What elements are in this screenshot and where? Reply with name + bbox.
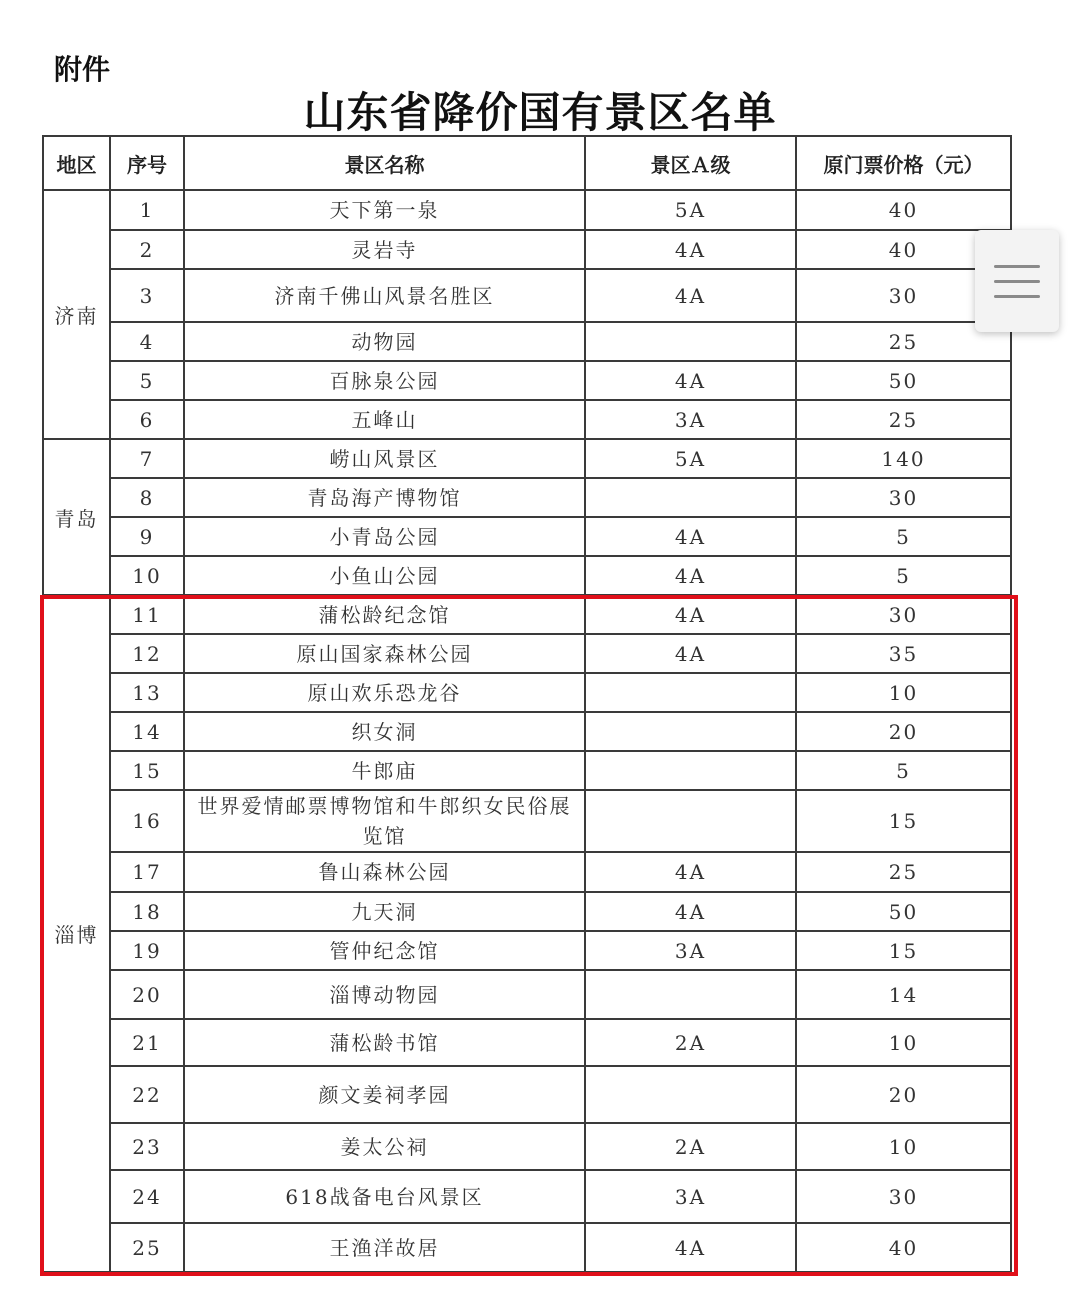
scenic-area-table: [42, 135, 1012, 1273]
number-cell: 25: [110, 1223, 184, 1272]
number-cell: 6: [110, 400, 184, 439]
header-region: 地区: [43, 136, 110, 190]
table-row: [43, 595, 1011, 634]
number-cell: 21: [110, 1019, 184, 1066]
scenic-name-cell: 颜文姜祠孝园: [184, 1066, 585, 1123]
scenic-name-cell: 动物园: [184, 322, 585, 361]
table-row: [43, 712, 1011, 751]
a-level-cell: 4A: [585, 517, 796, 556]
table-row: [43, 892, 1011, 931]
scenic-name-cell: 蒲松龄书馆: [184, 1019, 585, 1066]
a-level-cell: 4A: [585, 556, 796, 595]
a-level-cell: [585, 970, 796, 1019]
number-cell: 14: [110, 712, 184, 751]
scenic-name-cell: 管仲纪念馆: [184, 931, 585, 970]
table-row: [43, 230, 1011, 269]
price-cell: 50: [796, 892, 1011, 931]
price-cell: 15: [796, 790, 1011, 852]
number-cell: 12: [110, 634, 184, 673]
a-level-cell: [585, 478, 796, 517]
number-cell: 24: [110, 1170, 184, 1223]
table-row: [43, 322, 1011, 361]
price-cell: 30: [796, 478, 1011, 517]
a-level-cell: 4A: [585, 269, 796, 322]
scenic-name-cell: 百脉泉公园: [184, 361, 585, 400]
price-cell: 50: [796, 361, 1011, 400]
number-cell: 13: [110, 673, 184, 712]
table-row: [43, 970, 1011, 1019]
a-level-cell: 4A: [585, 634, 796, 673]
page-title: 山东省降价国有景区名单: [303, 88, 777, 137]
a-level-cell: [585, 673, 796, 712]
number-cell: 9: [110, 517, 184, 556]
a-level-cell: 4A: [585, 361, 796, 400]
scenic-name-cell: 618战备电台风景区: [184, 1170, 585, 1223]
table-row: [43, 439, 1011, 478]
menu-icon-bar: [994, 280, 1040, 283]
number-cell: 22: [110, 1066, 184, 1123]
scenic-name-cell: 天下第一泉: [184, 190, 585, 230]
region-cell: 济南: [43, 190, 110, 439]
number-cell: 19: [110, 931, 184, 970]
table-body: [43, 190, 1011, 1272]
scenic-name-cell: 崂山风景区: [184, 439, 585, 478]
price-cell: 140: [796, 439, 1011, 478]
price-cell: 5: [796, 751, 1011, 790]
scenic-name-cell: 淄博动物园: [184, 970, 585, 1019]
table-row: [43, 1123, 1011, 1170]
scenic-name-cell: 鲁山森林公园: [184, 852, 585, 892]
price-cell: 30: [796, 269, 1011, 322]
price-cell: 15: [796, 931, 1011, 970]
number-cell: 7: [110, 439, 184, 478]
price-cell: 20: [796, 1066, 1011, 1123]
price-cell: 14: [796, 970, 1011, 1019]
scenic-name-cell: 姜太公祠: [184, 1123, 585, 1170]
number-cell: 10: [110, 556, 184, 595]
table-row: [43, 634, 1011, 673]
menu-icon: [994, 265, 1040, 268]
attachment-label: 附件: [54, 53, 111, 86]
a-level-cell: [585, 790, 796, 852]
scenic-name-cell: 原山欢乐恐龙谷: [184, 673, 585, 712]
table-row: [43, 190, 1011, 230]
number-cell: 16: [110, 790, 184, 852]
a-level-cell: 5A: [585, 439, 796, 478]
table-row: [43, 673, 1011, 712]
header-number: 序号: [110, 136, 184, 190]
a-level-cell: [585, 322, 796, 361]
menu-icon-bar: [994, 295, 1040, 298]
table-row: [43, 1066, 1011, 1123]
a-level-cell: 2A: [585, 1123, 796, 1170]
number-cell: 18: [110, 892, 184, 931]
table-row: [43, 751, 1011, 790]
region-cell: 青岛: [43, 439, 110, 595]
number-cell: 5: [110, 361, 184, 400]
a-level-cell: 3A: [585, 400, 796, 439]
number-cell: 17: [110, 852, 184, 892]
number-cell: 20: [110, 970, 184, 1019]
price-cell: 25: [796, 400, 1011, 439]
number-cell: 4: [110, 322, 184, 361]
a-level-cell: 3A: [585, 931, 796, 970]
header-price: 原门票价格（元）: [796, 136, 1011, 190]
a-level-cell: 4A: [585, 230, 796, 269]
a-level-cell: [585, 1066, 796, 1123]
a-level-cell: 2A: [585, 1019, 796, 1066]
header-a-level: 景区Ａ级: [585, 136, 796, 190]
number-cell: 8: [110, 478, 184, 517]
a-level-cell: 4A: [585, 892, 796, 931]
price-cell: 10: [796, 1123, 1011, 1170]
price-cell: 40: [796, 1223, 1011, 1272]
number-cell: 15: [110, 751, 184, 790]
number-cell: 1: [110, 190, 184, 230]
scenic-name-cell: 牛郎庙: [184, 751, 585, 790]
a-level-cell: 4A: [585, 1223, 796, 1272]
price-cell: 10: [796, 673, 1011, 712]
number-cell: 3: [110, 269, 184, 322]
region-cell: 淄博: [43, 595, 110, 1272]
floating-menu-button[interactable]: [975, 230, 1059, 332]
scenic-name-cell: 原山国家森林公园: [184, 634, 585, 673]
price-cell: 30: [796, 595, 1011, 634]
scenic-name-cell: 青岛海产博物馆: [184, 478, 585, 517]
price-cell: 20: [796, 712, 1011, 751]
a-level-cell: [585, 751, 796, 790]
number-cell: 11: [110, 595, 184, 634]
table-row: [43, 1019, 1011, 1066]
table-row: [43, 1223, 1011, 1272]
number-cell: 2: [110, 230, 184, 269]
table-row: [43, 1170, 1011, 1223]
price-cell: 10: [796, 1019, 1011, 1066]
table-row: [43, 361, 1011, 400]
scenic-name-cell: 九天洞: [184, 892, 585, 931]
price-cell: 25: [796, 322, 1011, 361]
scenic-name-cell: 小青岛公园: [184, 517, 585, 556]
table-row: [43, 931, 1011, 970]
scenic-name-cell: 灵岩寺: [184, 230, 585, 269]
scenic-name-cell: 济南千佛山风景名胜区: [184, 269, 585, 322]
table-row: [43, 400, 1011, 439]
scenic-name-cell: 蒲松龄纪念馆: [184, 595, 585, 634]
table-row: [43, 852, 1011, 892]
table-row: [43, 478, 1011, 517]
price-cell: 5: [796, 556, 1011, 595]
scenic-name-cell: 世界爱情邮票博物馆和牛郎织女民俗展览馆: [184, 790, 585, 852]
price-cell: 25: [796, 852, 1011, 892]
a-level-cell: 5A: [585, 190, 796, 230]
a-level-cell: 4A: [585, 852, 796, 892]
a-level-cell: [585, 712, 796, 751]
table-header-row: [43, 136, 1011, 190]
price-cell: 5: [796, 517, 1011, 556]
a-level-cell: 4A: [585, 595, 796, 634]
scenic-name-cell: 织女洞: [184, 712, 585, 751]
header-scenic-name: 景区名称: [184, 136, 585, 190]
price-cell: 30: [796, 1170, 1011, 1223]
scenic-name-cell: 五峰山: [184, 400, 585, 439]
price-cell: 35: [796, 634, 1011, 673]
table-row: [43, 517, 1011, 556]
table-row: [43, 790, 1011, 852]
table-row: [43, 269, 1011, 322]
price-cell: 40: [796, 230, 1011, 269]
scenic-name-cell: 小鱼山公园: [184, 556, 585, 595]
number-cell: 23: [110, 1123, 184, 1170]
a-level-cell: 3A: [585, 1170, 796, 1223]
price-cell: 40: [796, 190, 1011, 230]
scenic-name-cell: 王渔洋故居: [184, 1223, 585, 1272]
table-row: [43, 556, 1011, 595]
